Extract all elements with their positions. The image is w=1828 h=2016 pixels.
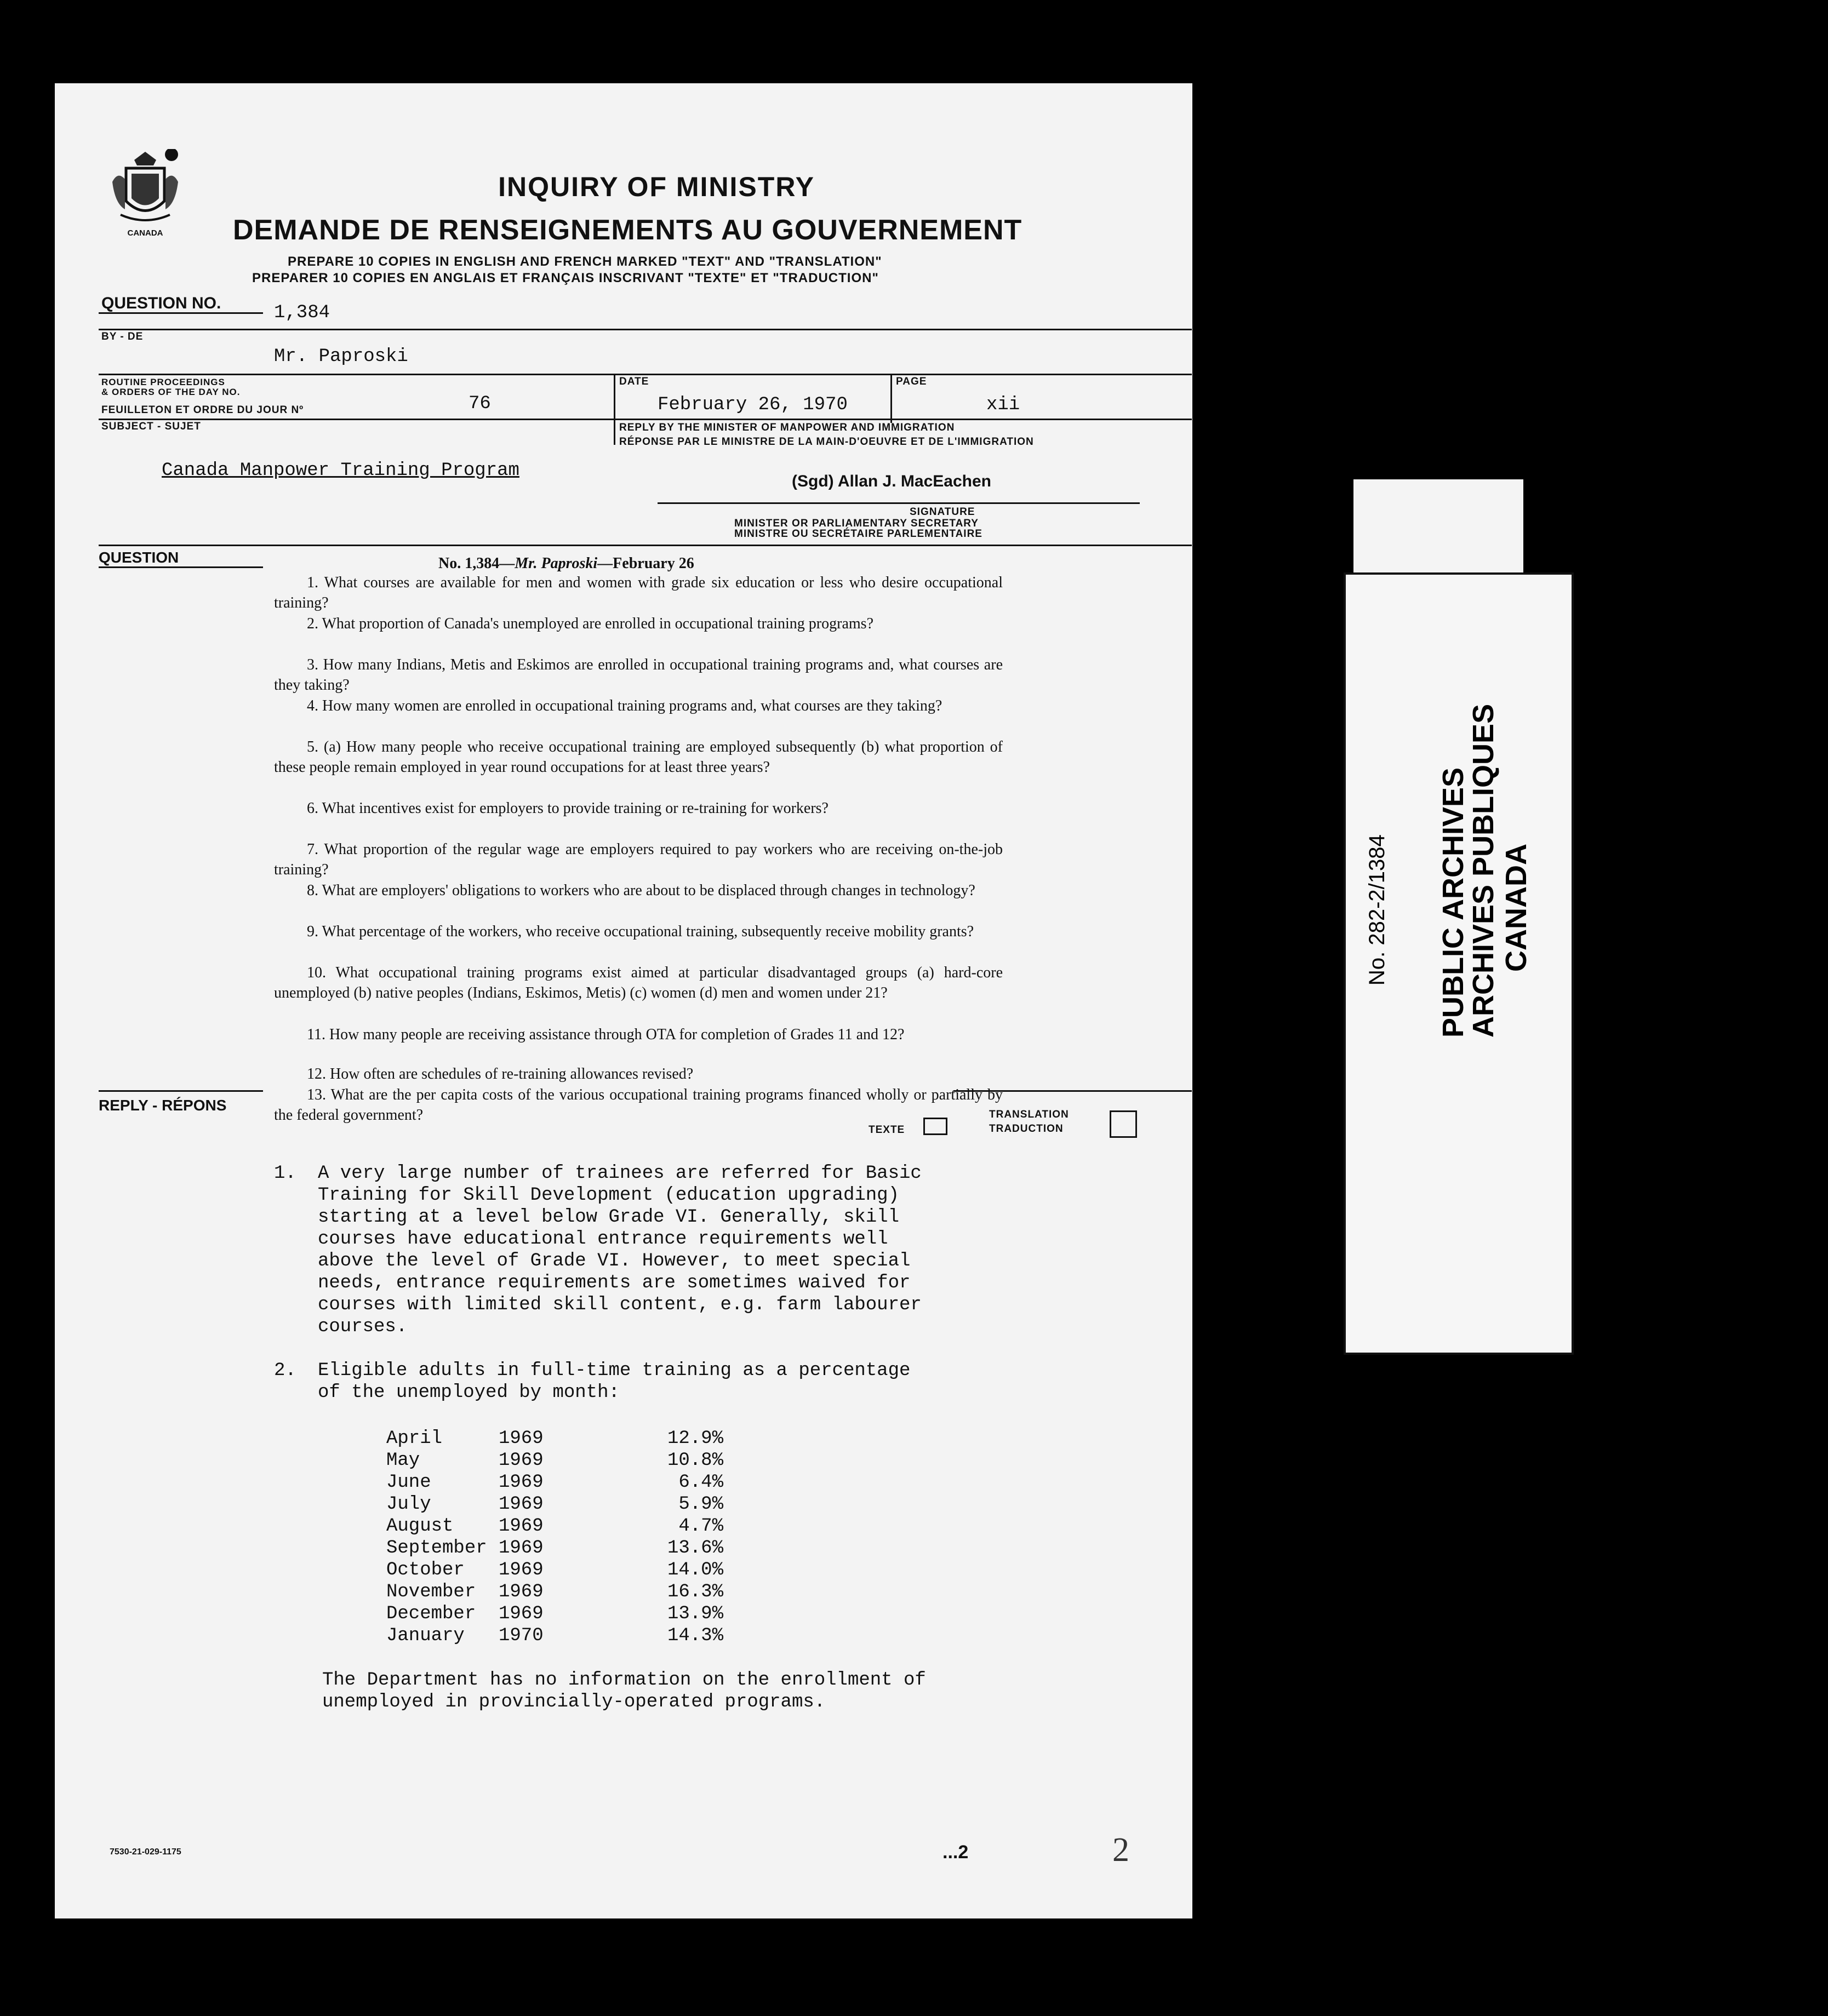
table-row: January 1970 14.3% bbox=[386, 1625, 723, 1646]
question-heading bbox=[438, 553, 694, 574]
signature-label: SIGNATURE bbox=[910, 506, 975, 518]
routine-label-2: & ORDERS OF THE DAY NO. bbox=[101, 387, 241, 397]
subject-value: Canada Manpower Training Program bbox=[162, 460, 519, 481]
reply-by-en: REPLY BY THE MINISTER OF MANPOWER AND IMMIGRATION bbox=[619, 422, 955, 433]
by-value: Mr. Paproski bbox=[274, 346, 408, 367]
question-no-value: 1,384 bbox=[274, 302, 330, 323]
date-label: DATE bbox=[619, 376, 649, 387]
subject-label: SUBJECT - SUJET bbox=[101, 421, 201, 432]
title-en: INQUIRY OF MINISTRY bbox=[498, 171, 815, 202]
table-row: October 1969 14.0% bbox=[386, 1560, 723, 1580]
form-number: 7530-21-029-1175 bbox=[110, 1847, 181, 1857]
by-label: BY - DE bbox=[101, 331, 144, 342]
table-row: September 1969 13.6% bbox=[386, 1538, 723, 1559]
reply-p1-number: 1. bbox=[274, 1163, 296, 1184]
question-item: 3. How many Indians, Metis and Eskimos are enrolled in occupational training programs and, what courses are they taking? bbox=[274, 656, 1003, 694]
reply-line: needs, entrance requirements are sometimes waived for bbox=[318, 1273, 911, 1293]
table-row: May 1969 10.8% bbox=[386, 1450, 723, 1471]
reply-line: courses with limited skill content, e.g. farm labourer bbox=[318, 1295, 922, 1315]
date-value: February 26, 1970 bbox=[658, 394, 848, 415]
reply-p2-number: 2. bbox=[274, 1360, 296, 1381]
reply-closing bbox=[322, 1669, 926, 1713]
text-checkbox[interactable] bbox=[923, 1118, 947, 1135]
title-fr: DEMANDE DE RENSEIGNEMENTS AU GOUVERNEMENT bbox=[233, 214, 1022, 246]
reply-line: unemployed in provincially-operated programs. bbox=[322, 1692, 826, 1713]
instruction-fr: PREPARER 10 COPIES EN ANGLAIS ET FRANÇAIS INSCRIVANT "TEXTE" ET "TRADUCTION" bbox=[252, 271, 879, 285]
question-item: 11. How many people are receiving assistance through OTA for completion of Grades 11 and 12? bbox=[307, 1026, 905, 1043]
reply-line: The Department has no information on the enrollment of bbox=[322, 1670, 926, 1691]
table-row: July 1969 5.9% bbox=[386, 1494, 723, 1515]
reply-p1 bbox=[318, 1162, 922, 1338]
question-item: 9. What percentage of the workers, who receive occupational training, subsequently receive mobility grants? bbox=[307, 923, 974, 940]
routine-value: 76 bbox=[469, 393, 491, 414]
question-item: 8. What are employers' obligations to workers who are about to be displaced through changes in technology? bbox=[307, 882, 975, 899]
reply-line: A very large number of trainees are referred for Basic bbox=[318, 1163, 922, 1184]
routine-label-3: FEUILLETON ET ORDRE DU JOUR Nº bbox=[101, 404, 304, 416]
page-value: xii bbox=[986, 394, 1020, 415]
continued-marker: ...2 bbox=[942, 1842, 969, 1863]
question-heading-date: —February 26 bbox=[597, 555, 694, 572]
reply-line: Training for Skill Development (education upgrading) bbox=[318, 1185, 899, 1206]
table-row: November 1969 16.3% bbox=[386, 1582, 723, 1602]
question-heading-no: No. 1,384— bbox=[438, 555, 515, 572]
page-mark: 2 bbox=[1112, 1831, 1129, 1869]
reply-line: Eligible adults in full-time training as a percentage bbox=[318, 1360, 911, 1381]
reply-line: of the unemployed by month: bbox=[318, 1382, 620, 1403]
question-label: QUESTION bbox=[99, 549, 179, 566]
table-row: April 1969 12.9% bbox=[386, 1428, 723, 1449]
question-item: 2. What proportion of Canada's unemployed are enrolled in occupational training programs? bbox=[307, 615, 873, 632]
page-label: PAGE bbox=[896, 376, 927, 387]
question-item: 5. (a) How many people who receive occupational training are employed subsequently (b) what proportion of these people remain employed in year round occupations for at least three years? bbox=[274, 738, 1003, 776]
question-item: 4. How many women are enrolled in occupational training programs and, what courses are they taking? bbox=[307, 697, 942, 714]
reply-by-fr: RÉPONSE PAR LE MINISTRE DE LA MAIN-D'OEUVRE ET DE L'IMMIGRATION bbox=[619, 436, 1034, 448]
translation-label: TRANSLATION bbox=[989, 1109, 1069, 1120]
question-item: 10. What occupational training programs exist aimed at particular disadvantaged groups (a) hard-core unemployed (b) native peoples (Indians, Eskimos, Metis) (c) women (d) men and women under 21? bbox=[274, 964, 1003, 1001]
reply-line: above the level of Grade VI. However, to meet special bbox=[318, 1251, 911, 1272]
table-row: August 1969 4.7% bbox=[386, 1516, 723, 1537]
question-no-label: QUESTION NO. bbox=[101, 294, 221, 312]
signature-value: (Sgd) Allan J. MacEachen bbox=[792, 472, 991, 490]
instruction-en: PREPARE 10 COPIES IN ENGLISH AND FRENCH MARKED "TEXT" AND "TRANSLATION" bbox=[288, 254, 882, 269]
text-label: TEXTE bbox=[869, 1124, 905, 1136]
reply-line: starting at a level below Grade VI. Generally, skill bbox=[318, 1207, 899, 1228]
reply-p2 bbox=[318, 1360, 910, 1404]
reply-line: courses have educational entrance requirements well bbox=[318, 1229, 888, 1250]
reply-line: courses. bbox=[318, 1316, 408, 1337]
table-row: December 1969 13.9% bbox=[386, 1603, 723, 1624]
question-item: 1. What courses are available for men and women with grade six education or less who desire occupational training? bbox=[274, 574, 1003, 611]
reply-label: REPLY - RÉPONS bbox=[99, 1097, 227, 1114]
traduction-label: TRADUCTION bbox=[989, 1123, 1064, 1135]
routine-label-1: ROUTINE PROCEEDINGS bbox=[101, 377, 225, 387]
translation-checkbox[interactable] bbox=[1110, 1110, 1137, 1138]
signature-sub-fr: MINISTRE OU SECRÉTAIRE PARLEMENTAIRE bbox=[734, 528, 982, 540]
archive-card: No. 282-2/1384 PUBLIC ARCHIVES ARCHIVES PUBLIQUES CANADA bbox=[1344, 572, 1574, 1355]
question-item: 7. What proportion of the regular wage are employers required to pay workers who are receiving on-the-job training? bbox=[274, 841, 1003, 878]
table-row: June 1969 6.4% bbox=[386, 1472, 723, 1493]
coat-of-arms-label: CANADA bbox=[127, 228, 163, 238]
question-item: 6. What incentives exist for employers to provide training or re-training for workers? bbox=[307, 800, 829, 817]
question-item: 13. What are the per capita costs of the various occupational training programs financed wholly or partially by the federal government? bbox=[274, 1086, 1003, 1124]
inquiry-form-page bbox=[55, 83, 1192, 1918]
signature-sub-en: MINISTER OR PARLIAMENTARY SECRETARY bbox=[734, 518, 979, 529]
question-heading-name: Mr. Paproski bbox=[515, 555, 598, 572]
question-item: 12. How often are schedules of re-training allowances revised? bbox=[307, 1066, 694, 1083]
